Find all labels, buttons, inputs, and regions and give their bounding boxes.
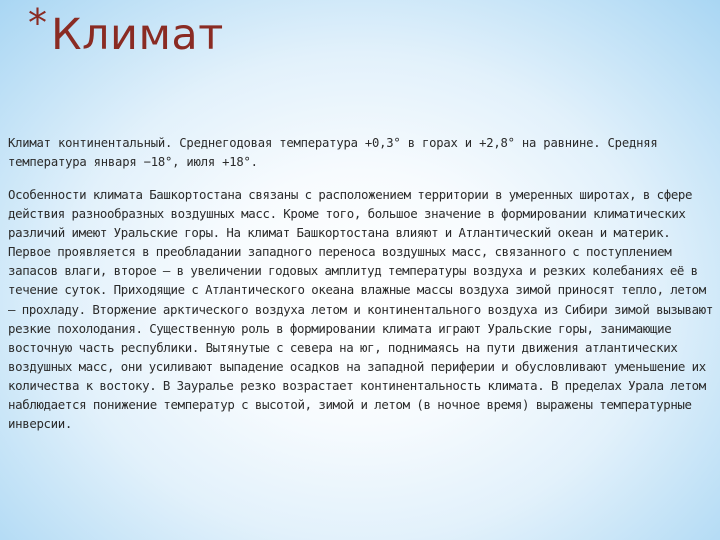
title-text: Климат — [51, 10, 224, 60]
paragraph-summary: Климат континентальный. Среднегодовая температура +0,3° в горах и +2,8° на равнине. Средняя температура января −18°, июля +18°. — [8, 136, 658, 169]
title-bullet-icon: * — [28, 1, 47, 45]
slide-title — [28, 1, 224, 74]
paragraph-details: Особенности климата Башкортостана связаны с расположением территории в умеренных широтах, в сфере действия разнообразных воздушных масс. Кроме того, большое значение в формировании климатических различий имеют Уральские горы. На климат Башкортостана влияют и Атлантический океан и материк. Первое проявляется в преобладании западного переноса воздушных масс, связанного с поступлением запасов влаги, второе — в увеличении годовых амплитуд температуры воздуха и резких колебаниях её в течение суток. Приходящие с Атлантического океана влажные массы воздуха зимой приносят тепло, летом — прохладу. Вторжение арктического воздуха летом и континентального воздуха из Сибири зимой вызывают резкие похолодания. Существенную роль в формировании климата играют Уральские горы, занимающие восточную часть республики. Вытянутые с севера на юг, поднимаясь на пути движения атлантических воздушных масс, они усиливают выпадение осадков на западной периферии и обусловливают уменьшение их количества к востоку. В Зауралье резко возрастает континентальность климата. В пределах Урала летом наблюдается понижение температур с высотой, зимой и летом (в ночное время) выражены температурные инверсии. — [8, 187, 713, 432]
slide-body — [8, 134, 716, 433]
